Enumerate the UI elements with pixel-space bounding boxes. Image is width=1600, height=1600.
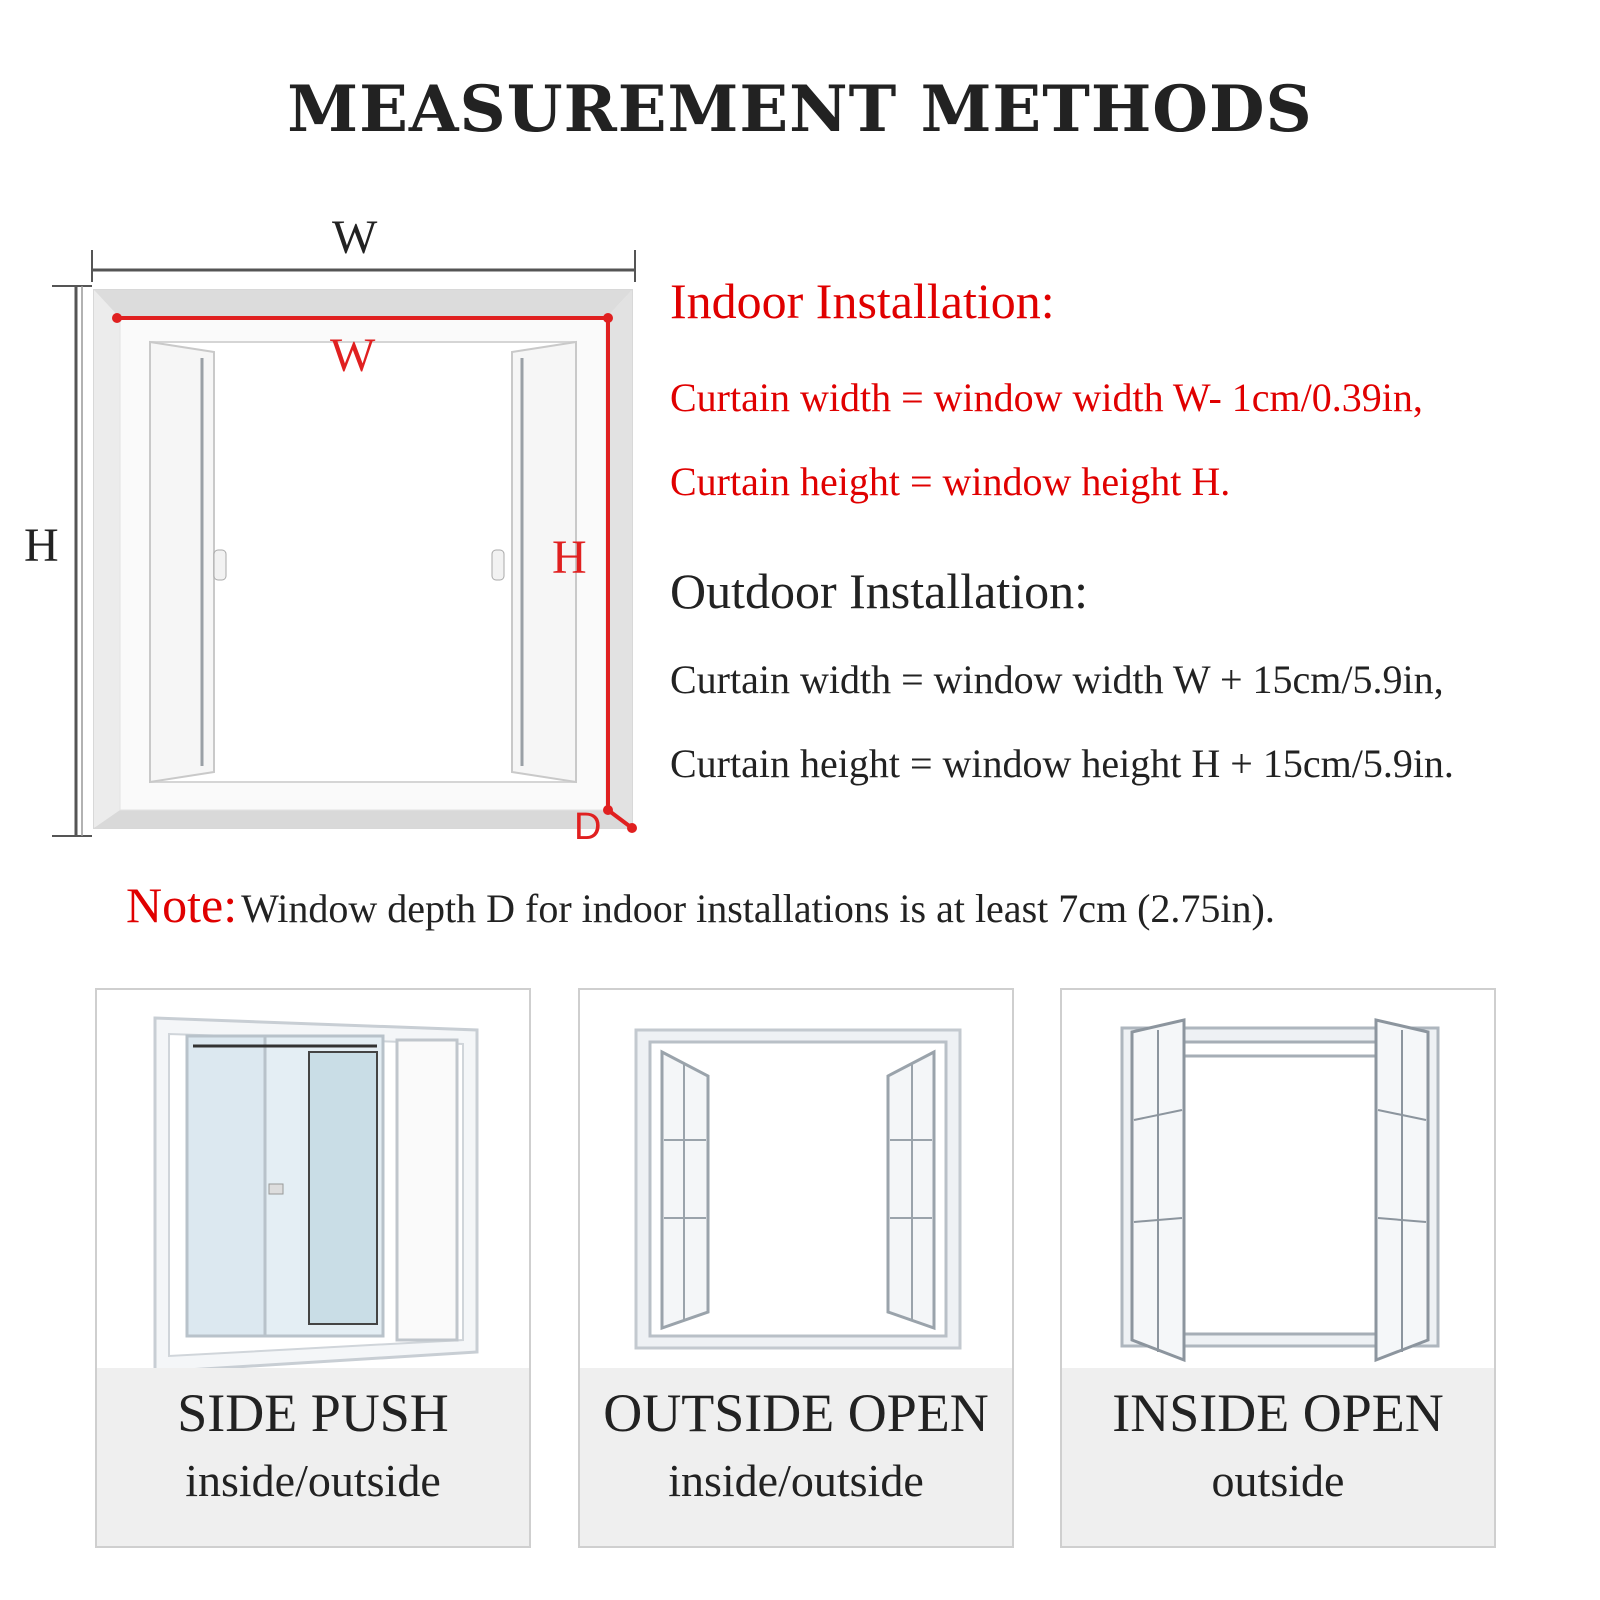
- window-type-name: SIDE PUSH: [177, 1383, 449, 1443]
- outer-height-label: H: [24, 519, 59, 572]
- indoor-width-rule: Curtain width = window width W- 1cm/0.39in,: [670, 375, 1423, 420]
- inner-height-label: H: [552, 531, 587, 584]
- outside-open-caption: [580, 1368, 1012, 1546]
- inward-casement-window-icon: [1062, 990, 1494, 1372]
- indoor-height-rule: Curtain height = window height H.: [670, 459, 1231, 504]
- inside-open-caption: [1062, 1368, 1494, 1546]
- sliding-window-icon: [97, 990, 529, 1372]
- window-type-outside-open: [578, 988, 1014, 1548]
- window-type-subtitle: inside/outside: [668, 1455, 924, 1506]
- window-type-subtitle: outside: [1211, 1455, 1345, 1506]
- outdoor-width-rule: Curtain width = window width W + 15cm/5.9in,: [670, 657, 1444, 702]
- outer-width-label: W: [332, 211, 378, 264]
- inner-width-label: W: [330, 329, 376, 382]
- window-type-name: OUTSIDE OPEN: [603, 1383, 989, 1443]
- outward-casement-window-icon: [580, 990, 1012, 1372]
- window-type-side-push: [95, 988, 531, 1548]
- side-push-caption: [97, 1368, 529, 1546]
- window-type-inside-open: [1060, 988, 1496, 1548]
- window-type-subtitle: inside/outside: [185, 1455, 441, 1506]
- depth-note: [126, 876, 1275, 934]
- indoor-heading: Indoor Installation:: [670, 273, 1055, 329]
- window-type-name: INSIDE OPEN: [1112, 1383, 1444, 1443]
- note-label: Note:: [126, 877, 238, 933]
- measurement-diagram: [0, 200, 680, 880]
- note-text: Window depth D for indoor installations is at least 7cm (2.75in).: [241, 886, 1275, 931]
- page-title: MEASUREMENT METHODS: [287, 72, 1313, 147]
- depth-label: D: [574, 806, 602, 848]
- outdoor-heading: Outdoor Installation:: [670, 563, 1088, 619]
- outdoor-height-rule: Curtain height = window height H + 15cm/5.9in.: [670, 741, 1454, 786]
